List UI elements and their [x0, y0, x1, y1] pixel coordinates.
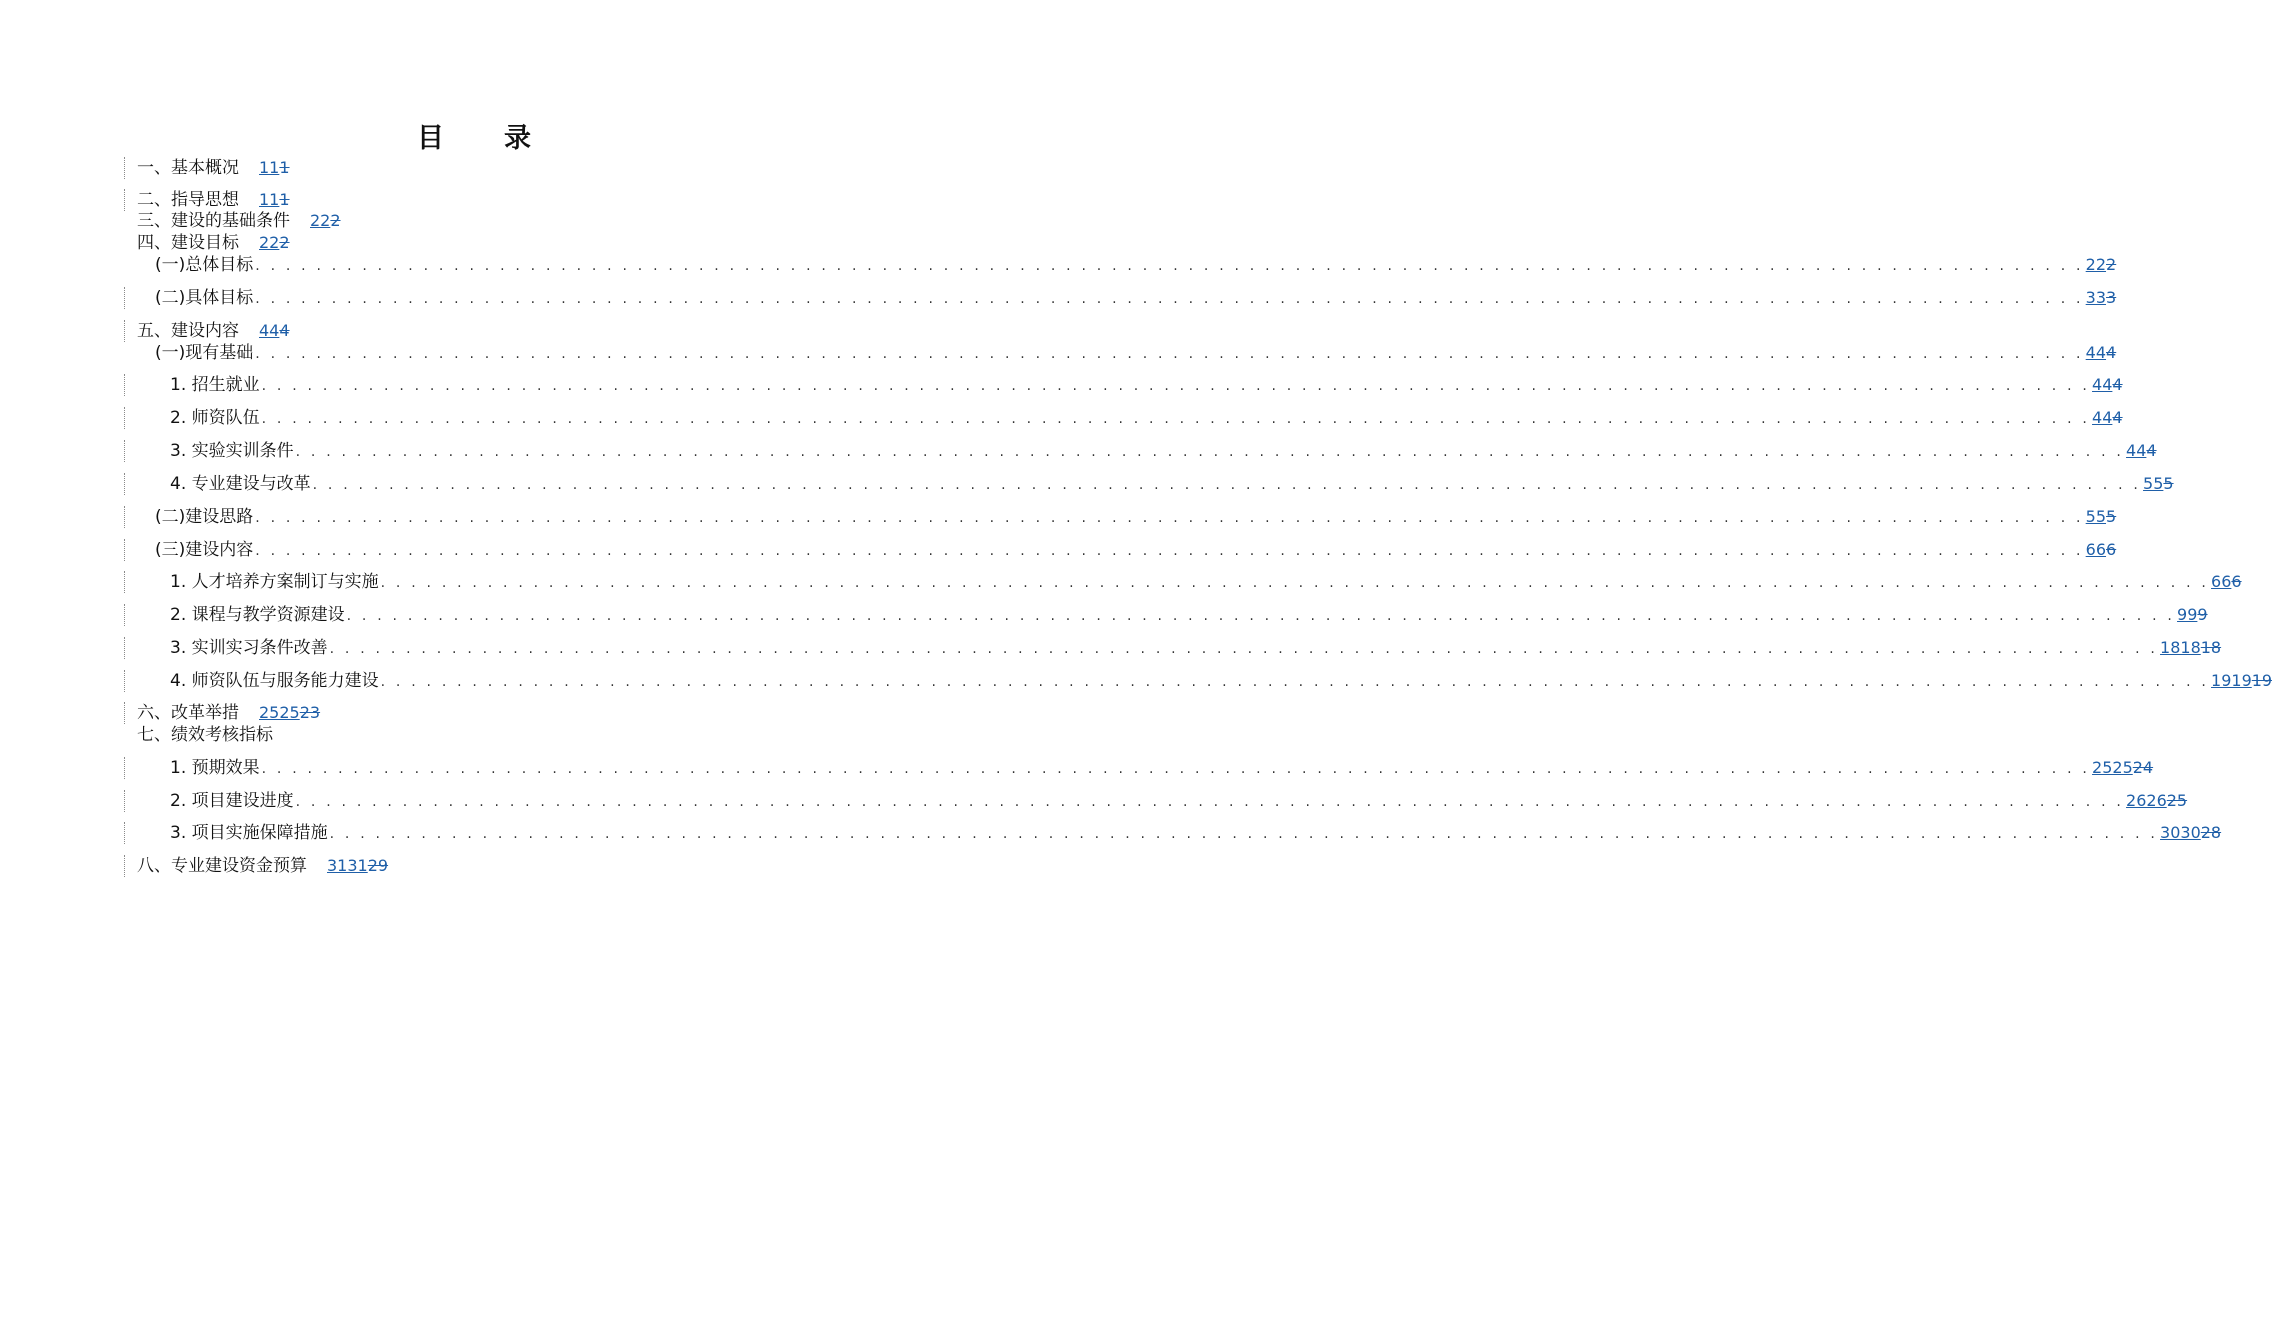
- toc-page-link[interactable]: [2211, 669, 2272, 693]
- toc-change-bar: [124, 855, 125, 877]
- toc-page-link[interactable]: [2092, 406, 2123, 430]
- toc-page-number-deleted: 4: [2112, 375, 2123, 394]
- toc-page-link[interactable]: [2211, 570, 2242, 594]
- toc-change-bar: [124, 440, 125, 462]
- toc-page-number: 44: [2085, 343, 2107, 362]
- toc-page-number: 2525: [259, 703, 300, 722]
- toc-entry-label: 1. 预期效果: [170, 758, 260, 778]
- toc-page-number-deleted: 1: [279, 158, 290, 177]
- toc-page-link[interactable]: [2092, 373, 2123, 397]
- toc-dot-leader: . . . . . . . . . . . . . . . . . . . . . . . . . . . . . . . . . . . . . . . . . . . . . . . . . . . . . . . . . . . . . . . . . . . . . . . . . . . . . . . . . . . . . . . . . . . . . . . . . . . . . . . . . . . . . . . . . . . . . . . .: [261, 378, 2091, 394]
- toc-dot-leader: . . . . . . . . . . . . . . . . . . . . . . . . . . . . . . . . . . . . . . . . . . . . . . . . . . . . . . . . . . . . . . . . . . . . . . . . . . . . . . . . . . . . . . . . . . . . . . . . . . . . . . . . . . . . . . . . . . . . . . . .: [329, 641, 2159, 657]
- toc-dot-leader: . . . . . . . . . . . . . . . . . . . . . . . . . . . . . . . . . . . . . . . . . . . . . . . . . . . . . . . . . . . . . . . . . . . . . . . . . . . . . . . . . . . . . . . . . . . . . . . . . . . . . . . . . . . . . . . . . . . . . . . .: [255, 543, 2084, 559]
- toc-entry-label: 2. 项目建设进度: [170, 791, 294, 811]
- toc-change-bar: [124, 571, 125, 593]
- toc-page-number-deleted: 9: [2197, 605, 2208, 624]
- toc-page-link[interactable]: [2160, 821, 2221, 845]
- toc-dot-leader: . . . . . . . . . . . . . . . . . . . . . . . . . . . . . . . . . . . . . . . . . . . . . . . . . . . . . . . . . . . . . . . . . . . . . . . . . . . . . . . . . . . . . . . . . . . . . . . . . . . . . . . . . . . . . . . . . . . . . . . .: [380, 575, 2210, 591]
- toc-change-bar: [124, 320, 125, 342]
- toc-page-number: 3131: [327, 856, 368, 875]
- toc-page-number: 66: [2085, 540, 2107, 559]
- toc-change-bar: [124, 604, 125, 626]
- toc-entry-label: 四、建设目标: [137, 233, 239, 253]
- toc-page-number-deleted: 19: [2251, 671, 2272, 690]
- toc-change-bar: [124, 189, 125, 211]
- toc-page-number-deleted: 23: [299, 703, 321, 722]
- toc-page-link[interactable]: [259, 321, 290, 340]
- toc-entry-label: (二)建设思路: [155, 507, 254, 527]
- toc-entry-label: 一、基本概况: [137, 158, 239, 178]
- toc-entry-label: 五、建设内容: [137, 321, 239, 341]
- toc-dot-leader: . . . . . . . . . . . . . . . . . . . . . . . . . . . . . . . . . . . . . . . . . . . . . . . . . . . . . . . . . . . . . . . . . . . . . . . . . . . . . . . . . . . . . . . . . . . . . . . . . . . . . . . . . . . . . . . . . . . . . . . .: [255, 346, 2084, 362]
- toc-change-bar: [124, 702, 125, 724]
- toc-entry[interactable]: [137, 209, 341, 233]
- toc-dot-leader: . . . . . . . . . . . . . . . . . . . . . . . . . . . . . . . . . . . . . . . . . . . . . . . . . . . . . . . . . . . . . . . . . . . . . . . . . . . . . . . . . . . . . . . . . . . . . . . . . . . . . . . . . . . . . . . . . . . . . . . .: [329, 826, 2159, 842]
- toc-page-number-deleted: 25: [2166, 791, 2188, 810]
- toc-page-link[interactable]: [2126, 439, 2157, 463]
- toc-entry[interactable]: [155, 538, 2117, 562]
- toc-entry[interactable]: [170, 636, 2222, 660]
- toc-page-number: 44: [259, 321, 280, 340]
- toc-page-link[interactable]: [2092, 756, 2153, 780]
- toc-entry-label: 2. 课程与教学资源建设: [170, 605, 345, 625]
- toc-entry[interactable]: [170, 789, 2188, 813]
- toc-change-bar: [124, 757, 125, 779]
- toc-entry[interactable]: [170, 472, 2174, 496]
- toc-dot-leader: . . . . . . . . . . . . . . . . . . . . . . . . . . . . . . . . . . . . . . . . . . . . . . . . . . . . . . . . . . . . . . . . . . . . . . . . . . . . . . . . . . . . . . . . . . . . . . . . . . . . . . . . . . . . . . . . . . . . . . . .: [261, 761, 2091, 777]
- toc-title-right: 录: [504, 123, 533, 154]
- toc-entry-label: (三)建设内容: [155, 540, 254, 560]
- toc-page-number: 1818: [2160, 638, 2201, 657]
- toc-page-number: 22: [2085, 255, 2107, 274]
- toc-page-number-deleted: 4: [279, 321, 290, 340]
- toc-entry-label: 1. 人才培养方案制订与实施: [170, 572, 379, 592]
- toc-page-link[interactable]: [259, 158, 290, 177]
- toc-entry[interactable]: [137, 723, 273, 747]
- toc-entry-label: 3. 实验实训条件: [170, 441, 294, 461]
- toc-page-link[interactable]: [2143, 472, 2174, 496]
- toc-change-bar: [124, 539, 125, 561]
- toc-page-number-deleted: 24: [2132, 758, 2154, 777]
- toc-change-bar: [124, 407, 125, 429]
- toc-page-link[interactable]: [259, 233, 290, 252]
- toc-entry-label: 六、改革举措: [137, 703, 239, 723]
- toc-page-number-deleted: 2: [279, 233, 290, 252]
- toc-dot-leader: . . . . . . . . . . . . . . . . . . . . . . . . . . . . . . . . . . . . . . . . . . . . . . . . . . . . . . . . . . . . . . . . . . . . . . . . . . . . . . . . . . . . . . . . . . . . . . . . . . . . . . . . . . . . . . . . . . . . . . . .: [295, 794, 2125, 810]
- toc-page-number-deleted: 4: [2112, 408, 2123, 427]
- toc-page-number: 44: [2092, 408, 2113, 427]
- toc-page-number: 1919: [2211, 671, 2252, 690]
- toc-page-link[interactable]: [327, 856, 388, 875]
- toc-page-number: 33: [2085, 288, 2107, 307]
- toc-entry-label: (一)现有基础: [155, 343, 254, 363]
- toc-dot-leader: . . . . . . . . . . . . . . . . . . . . . . . . . . . . . . . . . . . . . . . . . . . . . . . . . . . . . . . . . . . . . . . . . . . . . . . . . . . . . . . . . . . . . . . . . . . . . . . . . . . . . . . . . . . . . . . . . . . . . . . .: [261, 411, 2091, 427]
- toc-entry[interactable]: [137, 854, 388, 878]
- toc-entry-label: 4. 师资队伍与服务能力建设: [170, 671, 379, 691]
- toc-dot-leader: . . . . . . . . . . . . . . . . . . . . . . . . . . . . . . . . . . . . . . . . . . . . . . . . . . . . . . . . . . . . . . . . . . . . . . . . . . . . . . . . . . . . . . . . . . . . . . . . . . . . . . . . . . . . . . . . . . . . . . . .: [312, 477, 2142, 493]
- toc-page-number-deleted: 2: [330, 211, 341, 230]
- toc-page-link[interactable]: [310, 211, 341, 230]
- toc-entry[interactable]: [170, 821, 2222, 845]
- toc-page-number: 2626: [2126, 791, 2167, 810]
- toc-page-link[interactable]: [2086, 505, 2117, 529]
- toc-dot-leader: . . . . . . . . . . . . . . . . . . . . . . . . . . . . . . . . . . . . . . . . . . . . . . . . . . . . . . . . . . . . . . . . . . . . . . . . . . . . . . . . . . . . . . . . . . . . . . . . . . . . . . . . . . . . . . . . . . . . . . . .: [255, 510, 2084, 526]
- toc-entry-label: 七、绩效考核指标: [137, 725, 273, 745]
- toc-page-number-deleted: 18: [2200, 638, 2222, 657]
- toc-page-number-deleted: 5: [2163, 474, 2174, 493]
- toc-page-number-deleted: 6: [2231, 572, 2242, 591]
- toc-page-link[interactable]: [2086, 286, 2117, 310]
- toc-change-bar: [124, 637, 125, 659]
- toc-page-number: 3030: [2160, 823, 2201, 842]
- toc-page-number: 11: [259, 190, 280, 209]
- toc-entry-label: 3. 实训实习条件改善: [170, 638, 328, 658]
- toc-entry[interactable]: [170, 669, 2272, 693]
- toc-entry[interactable]: [155, 253, 2117, 277]
- toc-page-number-deleted: 3: [2106, 288, 2117, 307]
- toc-entry[interactable]: [137, 156, 290, 180]
- toc-dot-leader: . . . . . . . . . . . . . . . . . . . . . . . . . . . . . . . . . . . . . . . . . . . . . . . . . . . . . . . . . . . . . . . . . . . . . . . . . . . . . . . . . . . . . . . . . . . . . . . . . . . . . . . . . . . . . . . . . . . . . . . .: [255, 291, 2084, 307]
- toc-entry-label: 3. 项目实施保障措施: [170, 823, 328, 843]
- toc-page-number-deleted: 6: [2106, 540, 2117, 559]
- toc-page-number-deleted: 4: [2146, 441, 2157, 460]
- toc-change-bar: [124, 790, 125, 812]
- toc-change-bar: [124, 506, 125, 528]
- toc-title: [0, 116, 950, 155]
- toc-entry-label: 八、专业建设资金预算: [137, 856, 307, 876]
- toc-entry-label: 4. 专业建设与改革: [170, 474, 311, 494]
- toc-entry-label: 1. 招生就业: [170, 375, 260, 395]
- toc-dot-leader: . . . . . . . . . . . . . . . . . . . . . . . . . . . . . . . . . . . . . . . . . . . . . . . . . . . . . . . . . . . . . . . . . . . . . . . . . . . . . . . . . . . . . . . . . . . . . . . . . . . . . . . . . . . . . . . . . . . . . . . .: [255, 258, 2084, 274]
- toc-entry-label: 三、建设的基础条件: [137, 211, 290, 231]
- toc-page-link[interactable]: [2086, 341, 2117, 365]
- toc-page-number: 11: [259, 158, 280, 177]
- toc-page-number: 55: [2085, 507, 2107, 526]
- toc-page-number-deleted: 2: [2106, 255, 2117, 274]
- toc-entry[interactable]: [170, 406, 2123, 430]
- toc-page-link[interactable]: [2160, 636, 2221, 660]
- toc-page-link[interactable]: [2086, 538, 2117, 562]
- toc-page-number-deleted: 28: [2200, 823, 2222, 842]
- toc-entry[interactable]: [170, 373, 2123, 397]
- toc-page-link[interactable]: [2086, 253, 2117, 277]
- toc-page-number: 22: [310, 211, 331, 230]
- toc-entry[interactable]: [137, 701, 320, 725]
- toc-entry-label: (二)具体目标: [155, 288, 254, 308]
- toc-entry[interactable]: [155, 505, 2117, 529]
- toc-page-number: 44: [2126, 441, 2147, 460]
- toc-entry[interactable]: [155, 341, 2117, 365]
- toc-dot-leader: . . . . . . . . . . . . . . . . . . . . . . . . . . . . . . . . . . . . . . . . . . . . . . . . . . . . . . . . . . . . . . . . . . . . . . . . . . . . . . . . . . . . . . . . . . . . . . . . . . . . . . . . . . . . . . . . . . . . . . . .: [346, 608, 2176, 624]
- toc-page-link[interactable]: [259, 190, 290, 209]
- toc-page-link[interactable]: [2126, 789, 2187, 813]
- toc-page-number: 66: [2211, 572, 2232, 591]
- toc-change-bar: [124, 287, 125, 309]
- toc-title-left: 目: [417, 123, 446, 154]
- toc-entry[interactable]: [137, 319, 290, 343]
- toc-page-number-deleted: 1: [279, 190, 290, 209]
- toc-page-number: 99: [2177, 605, 2198, 624]
- toc-dot-leader: . . . . . . . . . . . . . . . . . . . . . . . . . . . . . . . . . . . . . . . . . . . . . . . . . . . . . . . . . . . . . . . . . . . . . . . . . . . . . . . . . . . . . . . . . . . . . . . . . . . . . . . . . . . . . . . . . . . . . . . .: [380, 674, 2210, 690]
- toc-page-number: 44: [2092, 375, 2113, 394]
- toc-change-bar: [124, 822, 125, 844]
- toc-entry[interactable]: [170, 603, 2208, 627]
- toc-page-number: 2525: [2092, 758, 2133, 777]
- toc-entry[interactable]: [137, 231, 290, 255]
- toc-page-number-deleted: 5: [2106, 507, 2117, 526]
- toc-entry[interactable]: [170, 439, 2157, 463]
- toc-entry[interactable]: [170, 756, 2154, 780]
- toc-entry[interactable]: [170, 570, 2242, 594]
- toc-entry[interactable]: [155, 286, 2117, 310]
- toc-page-link[interactable]: [259, 703, 320, 722]
- toc-page-number-deleted: 4: [2106, 343, 2117, 362]
- toc-change-bar: [124, 374, 125, 396]
- toc-change-bar: [124, 670, 125, 692]
- toc-change-bar: [124, 157, 125, 179]
- toc-entry-label: 二、指导思想: [137, 190, 239, 210]
- toc-page-number: 55: [2143, 474, 2164, 493]
- toc-entry-label: 2. 师资队伍: [170, 408, 260, 428]
- toc-page-number-deleted: 29: [367, 856, 389, 875]
- toc-dot-leader: . . . . . . . . . . . . . . . . . . . . . . . . . . . . . . . . . . . . . . . . . . . . . . . . . . . . . . . . . . . . . . . . . . . . . . . . . . . . . . . . . . . . . . . . . . . . . . . . . . . . . . . . . . . . . . . . . . . . . . . .: [295, 444, 2125, 460]
- toc-page-link[interactable]: [2177, 603, 2208, 627]
- toc-entry-label: (一)总体目标: [155, 255, 254, 275]
- toc-change-bar: [124, 473, 125, 495]
- toc-page-number: 22: [259, 233, 280, 252]
